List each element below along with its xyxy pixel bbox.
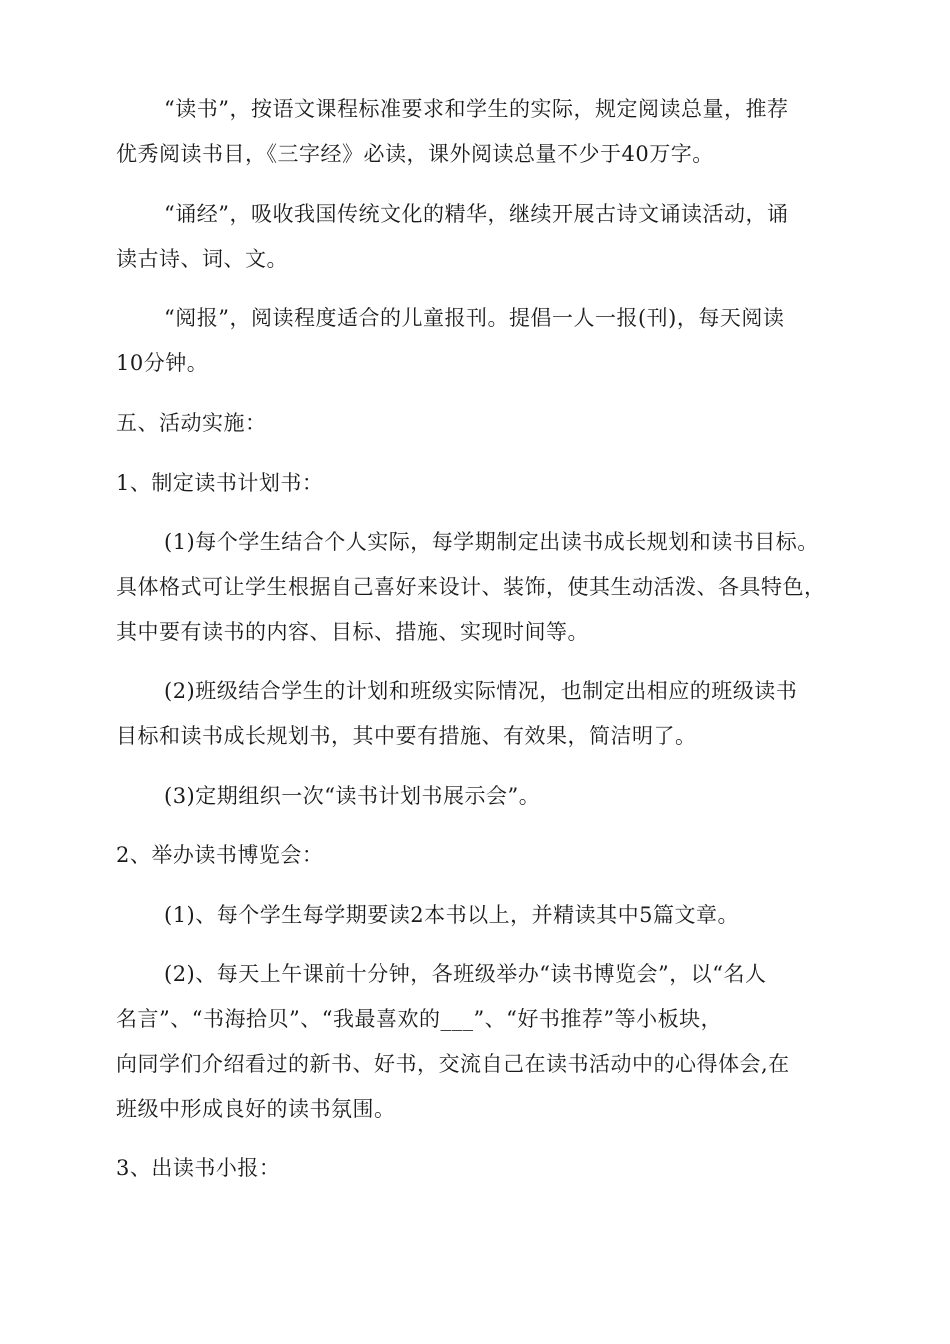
paragraph-reciting-line-1: “诵经”，吸收我国传统文化的精华，继续开展古诗文诵读活动，诵 (164, 202, 789, 226)
paragraph-reading-line-1: “读书”，按语文课程标准要求和学生的实际，规定阅读总量，推荐 (164, 97, 789, 121)
paragraph-reciting-line-2: 读古诗、词、文。 (116, 247, 288, 271)
section-heading-implementation: 五、活动实施： (116, 411, 267, 435)
paragraph-newspaper-line-1: “阅报”，阅读程度适合的儿童报刊。提倡一人一报(刊)，每天阅读 (164, 306, 785, 330)
paragraph-reading-line-2: 优秀阅读书目，《三字经》必读，课外阅读总量不少于40万字。 (116, 142, 714, 166)
item-2-line-2: 目标和读书成长规划书，其中要有措施、有效果，简洁明了。 (116, 724, 697, 748)
subheading-book-fair: 2、举办读书博览会： (116, 843, 324, 867)
fair-item-2-line-2: 名言”、“书海拾贝”、“我最喜欢的___”、“好书推荐”等小板块， (116, 1007, 723, 1031)
item-2-line-1: (2)班级结合学生的计划和班级实际情况，也制定出相应的班级读书 (164, 679, 798, 703)
fair-item-1-line-1: (1)、每个学生每学期要读2本书以上，并精读其中5篇文章。 (164, 903, 739, 927)
fair-item-2-line-4: 班级中形成良好的读书氛围。 (116, 1097, 396, 1121)
fair-item-2-line-3: 向同学们介绍看过的新书、好书，交流自己在读书活动中的心得体会,在 (116, 1052, 790, 1076)
item-1-line-2: 具体格式可让学生根据自己喜好来设计、装饰，使其生动活泼、各具特色， (116, 575, 826, 599)
item-1-line-3: 其中要有读书的内容、目标、措施、实现时间等。 (116, 620, 589, 644)
subheading-reading-plan: 1、制定读书计划书： (116, 471, 324, 495)
subheading-newsletter: 3、出读书小报： (116, 1156, 281, 1180)
fair-item-2-line-1: (2)、每天上午课前十分钟，各班级举办“读书博览会”，以“名人 (164, 962, 767, 986)
item-1-line-1: (1)每个学生结合个人实际，每学期制定出读书成长规划和读书目标。 (164, 530, 819, 554)
item-3-line-1: (3)定期组织一次“读书计划书展示会”。 (164, 784, 541, 808)
paragraph-newspaper-line-2: 10分钟。 (116, 351, 209, 375)
